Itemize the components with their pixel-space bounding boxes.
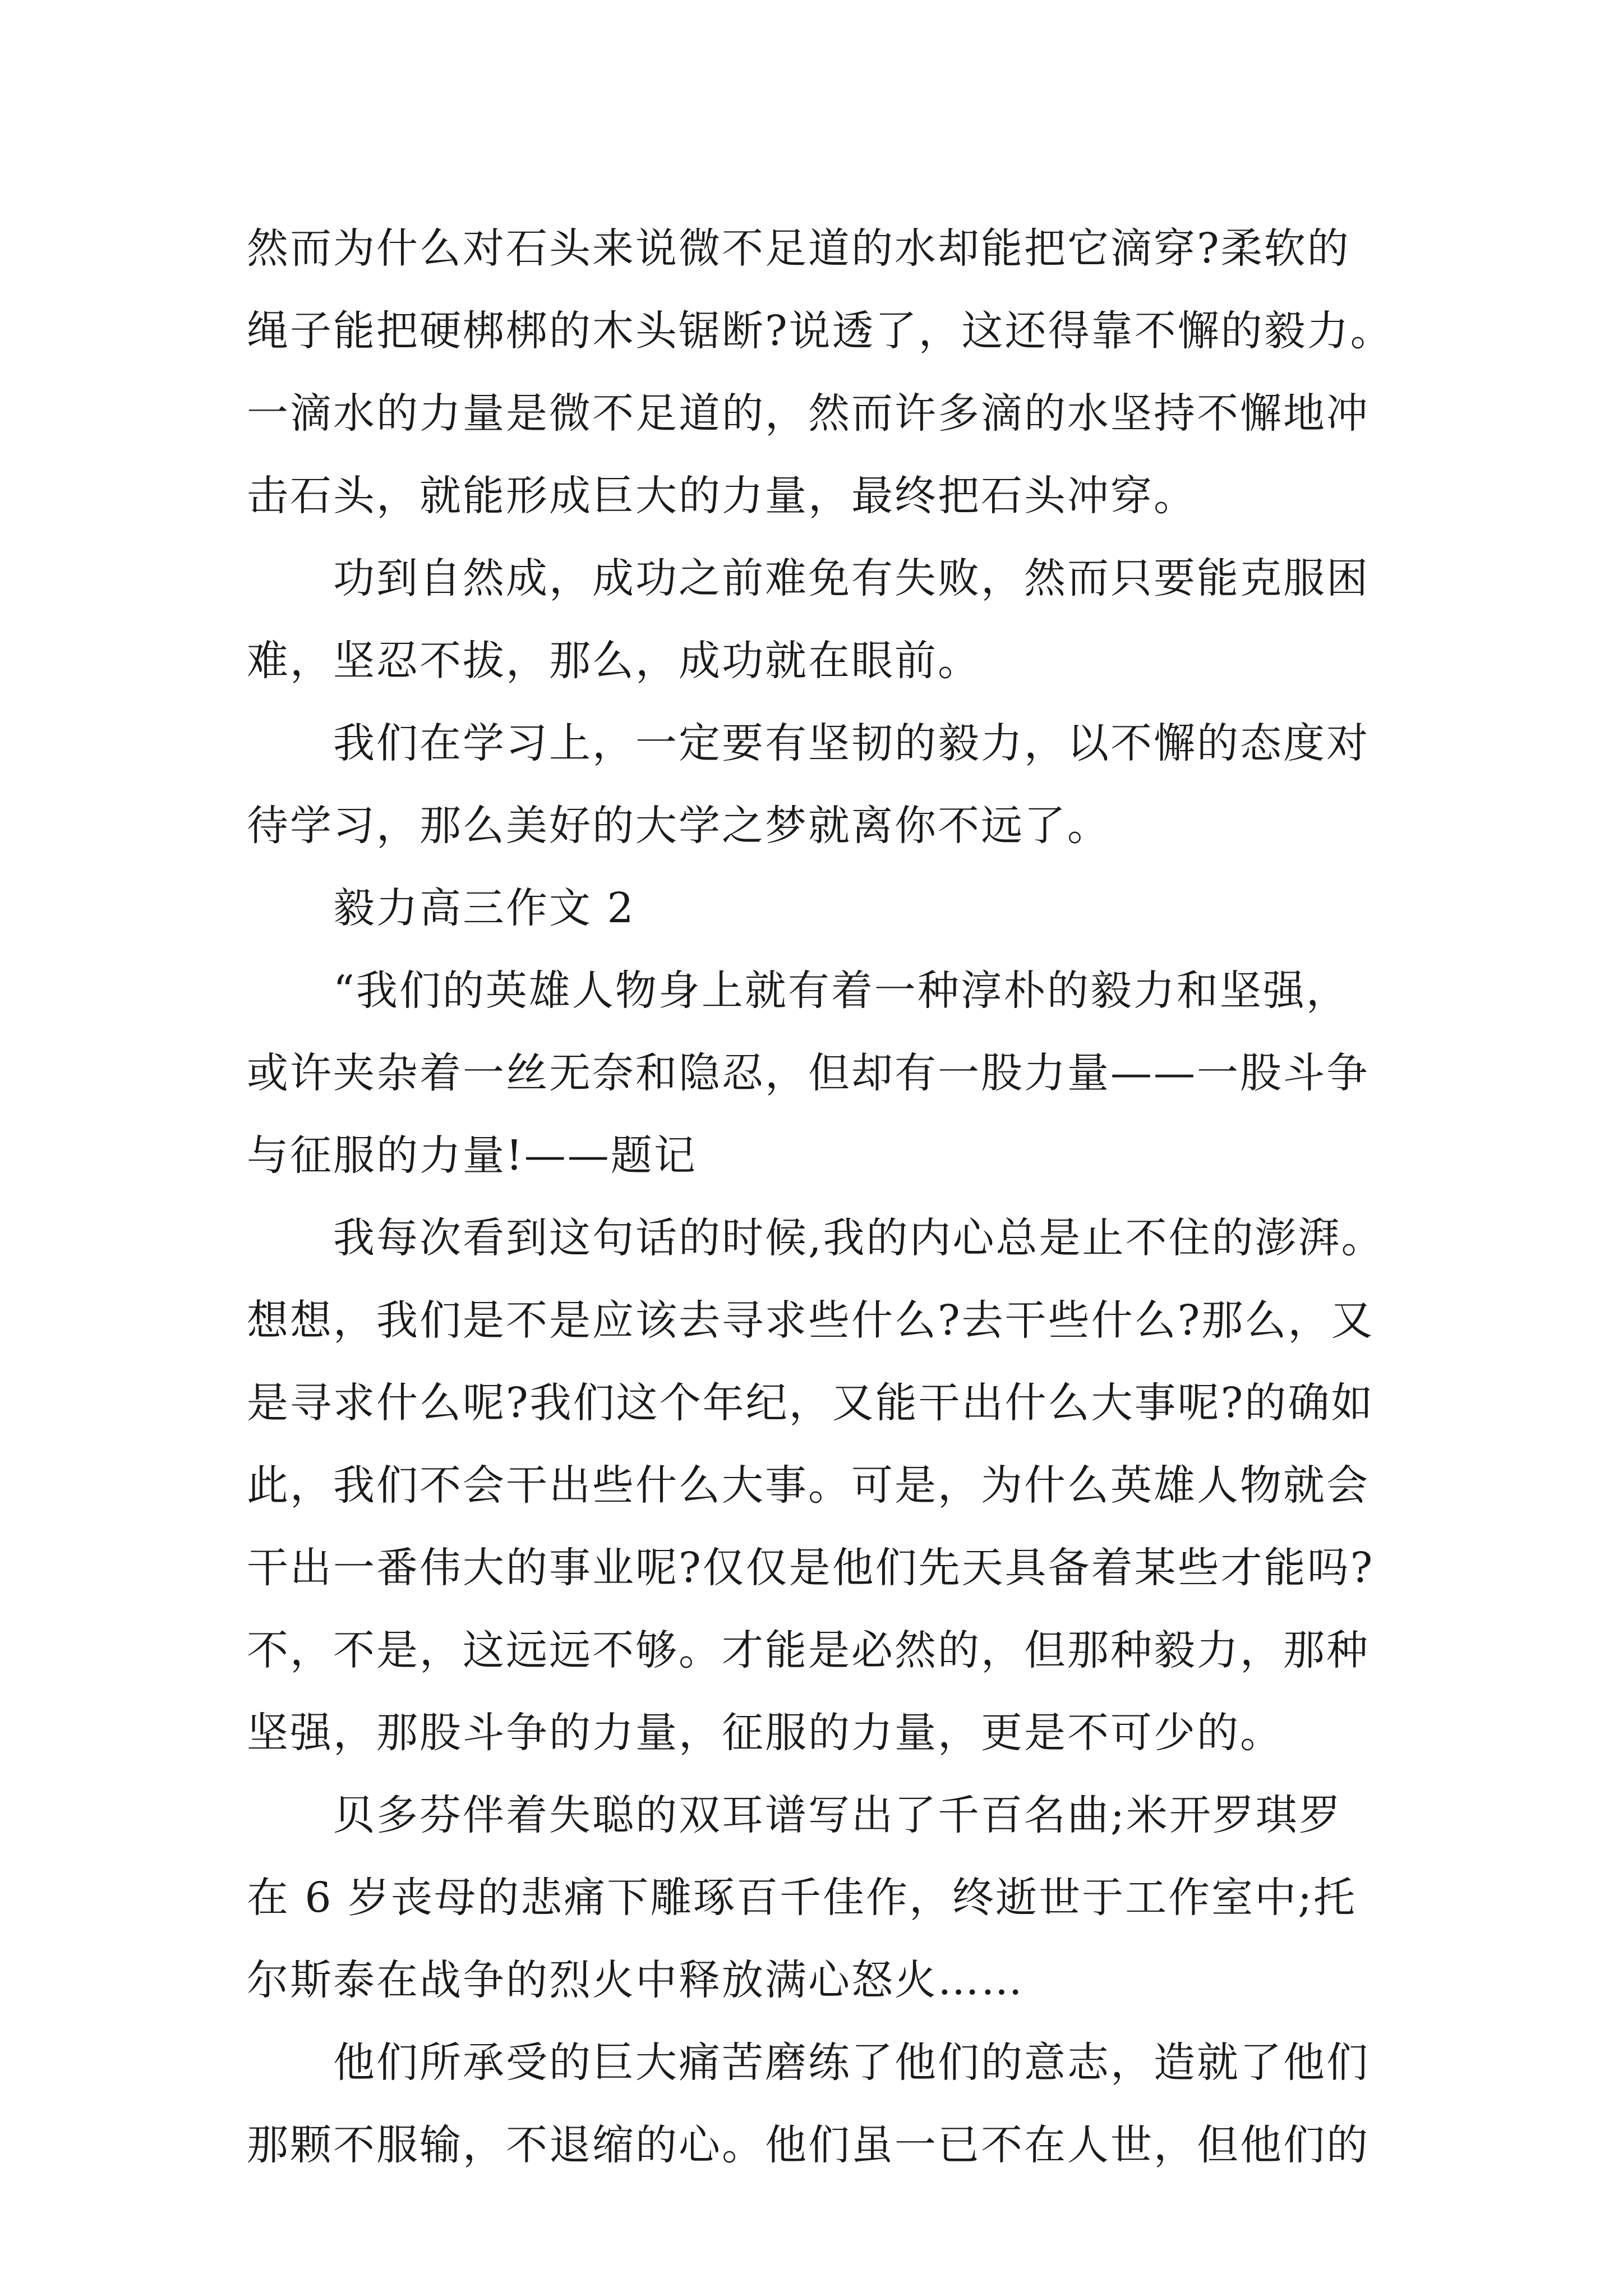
text-line: 尔斯泰在战争的烈火中释放满心怒火…… bbox=[247, 1956, 1024, 2004]
text-line: 功到自然成，成功之前难免有失败，然而只要能克服困 bbox=[247, 554, 1370, 602]
text-line: 想想，我们是不是应该去寻求些什么?去干些什么?那么，又 bbox=[247, 1296, 1375, 1345]
text-line: 与征服的力量!——题记 bbox=[247, 1131, 697, 1180]
text-line: 干出一番伟大的事业呢?仅仅是他们先天具备着某些才能吗? bbox=[247, 1544, 1375, 1592]
text-line: 坚强，那股斗争的力量，征服的力量，更是不可少的。 bbox=[247, 1709, 1283, 1757]
text-line: 他们所承受的巨大痛苦磨练了他们的意志，造就了他们 bbox=[247, 2039, 1370, 2087]
text-line: 贝多芬伴着失聪的双耳谱写出了千百名曲;米开罗琪罗 bbox=[247, 1791, 1342, 1839]
text-line: 待学习，那么美好的大学之梦就离你不远了。 bbox=[247, 802, 1110, 850]
text-line: 绳子能把硬梆梆的木头锯断?说透了，这还得靠不懈的毅力。 bbox=[247, 307, 1394, 355]
section-heading: 毅力高三作文 2 bbox=[247, 884, 635, 932]
text-line: 不，不是，这远远不够。才能是必然的，但那种毅力，那种 bbox=[247, 1626, 1370, 1674]
text-line: 在 6 岁丧母的悲痛下雕琢百千佳作，终逝世于工作室中;托 bbox=[247, 1874, 1357, 1922]
text-line: 难，坚忍不拔，那么，成功就在眼前。 bbox=[247, 637, 981, 685]
text-line: 那颗不服输，不退缩的心。他们虽一已不在人世，但他们的 bbox=[247, 2121, 1370, 2169]
text-line: 然而为什么对石头来说微不足道的水却能把它滴穿?柔软的 bbox=[247, 224, 1350, 273]
essay-body bbox=[247, 208, 1424, 2187]
text-line: 是寻求什么呢?我们这个年纪，又能干出什么大事呢?的确如 bbox=[247, 1379, 1375, 1427]
text-line: “我们的英雄人物身上就有着一种淳朴的毅力和坚强， bbox=[247, 967, 1349, 1015]
text-line: 击石头，就能形成巨大的力量，最终把石头冲穿。 bbox=[247, 472, 1197, 520]
text-line: 我每次看到这句话的时候,我的内心总是止不住的澎湃。 bbox=[247, 1214, 1385, 1262]
text-line: 我们在学习上，一定要有坚韧的毅力，以不懈的态度对 bbox=[247, 719, 1370, 767]
text-line: 此，我们不会干出些什么大事。可是，为什么英雄人物就会 bbox=[247, 1461, 1370, 1510]
text-line: 或许夹杂着一丝无奈和隐忍，但却有一股力量——一股斗争 bbox=[247, 1049, 1370, 1097]
text-line: 一滴水的力量是微不足道的，然而许多滴的水坚持不懈地冲 bbox=[247, 389, 1370, 438]
